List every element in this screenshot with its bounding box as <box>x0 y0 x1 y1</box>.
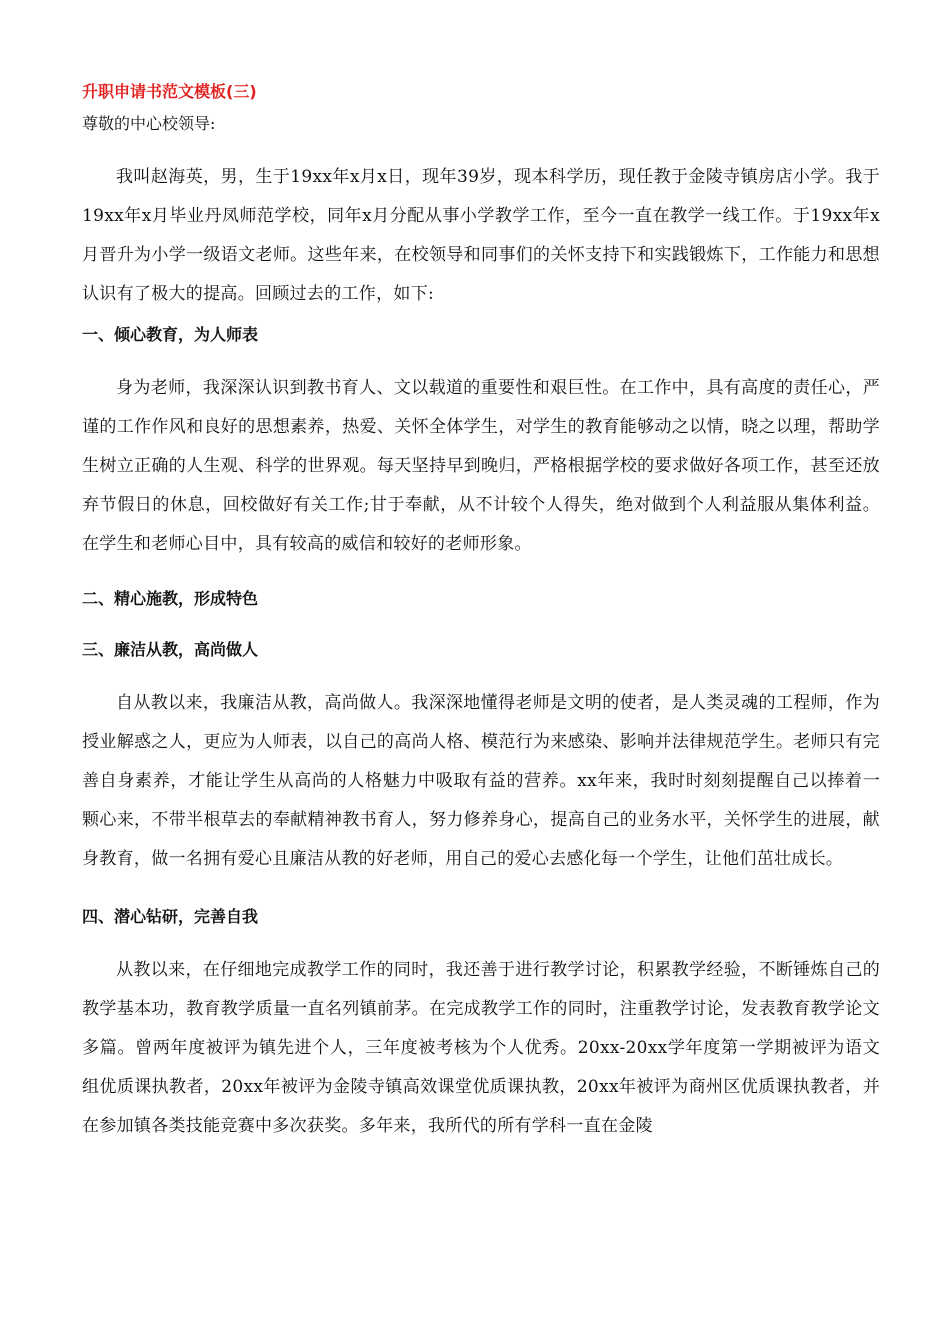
section-heading-2: 二、精心施教，形成特色 <box>82 589 259 608</box>
document-title: 升职申请书范文模板(三) <box>82 82 257 101</box>
document-page <box>82 78 880 1146</box>
intro-paragraph: 我叫赵海英，男，生于19xx年x月x日，现年39岁，现本科学历，现任教于金陵寺镇房店小学。我于19xx年x月毕业丹凤师范学校，同年x月分配从事小学教学工作，至今一直在教学一线工作。于19xx年x月晋升为小学一级语文老师。这些年来，在校领导和同事们的关怀支持下和实践锻炼下，工作能力和思想认识有了极大的提高。回顾过去的工作，如下: <box>82 167 880 304</box>
section-heading-1: 一、倾心教育，为人师表 <box>82 325 259 344</box>
section-body-4: 从教以来，在仔细地完成教学工作的同时，我还善于进行教学讨论，积累教学经验，不断锤炼自己的教学基本功，教育教学质量一直名列镇前茅。在完成教学工作的同时，注重教学讨论，发表教育教学论文多篇。曾两年度被评为镇先进个人，三年度被考核为个人优秀。20xx-20xx学年度第一学期被评为语文组优质课执教者，20xx年被评为金陵寺镇高效课堂优质课执教，20xx年被评为商州区优质课执教者，并在参加镇各类技能竞赛中多次获奖。多年来，我所代的所有学科一直在金陵 <box>82 960 880 1136</box>
section-body-1: 身为老师，我深深认识到教书育人、文以载道的重要性和艰巨性。在工作中，具有高度的责任心，严谨的工作作风和良好的思想素养，热爱、关怀全体学生，对学生的教育能够动之以情，晓之以理，帮助学生树立正确的人生观、科学的世界观。每天坚持早到晚归，严格根据学校的要求做好各项工作，甚至还放弃节假日的休息，回校做好有关工作;甘于奉献，从不计较个人得失，绝对做到个人利益服从集体利益。在学生和老师心目中，具有较高的威信和较好的老师形象。 <box>82 378 880 554</box>
salutation: 尊敬的中心校领导: <box>82 114 216 133</box>
section-heading-4: 四、潜心钻研，完善自我 <box>82 907 259 926</box>
section-body-3: 自从教以来，我廉洁从教，高尚做人。我深深地懂得老师是文明的使者，是人类灵魂的工程师，作为授业解惑之人，更应为人师表，以自己的高尚人格、模范行为来感染、影响并法律规范学生。老师只有完善自身素养，才能让学生从高尚的人格魅力中吸取有益的营养。xx年来，我时时刻刻提醒自己以捧着一颗心来，不带半根草去的奉献精神教书育人，努力修养身心，提高自己的业务水平，关怀学生的进展，献身教育，做一名拥有爱心且廉洁从教的好老师，用自己的爱心去感化每一个学生，让他们茁壮成长。 <box>82 693 880 869</box>
section-heading-3: 三、廉洁从教，高尚做人 <box>82 640 259 659</box>
